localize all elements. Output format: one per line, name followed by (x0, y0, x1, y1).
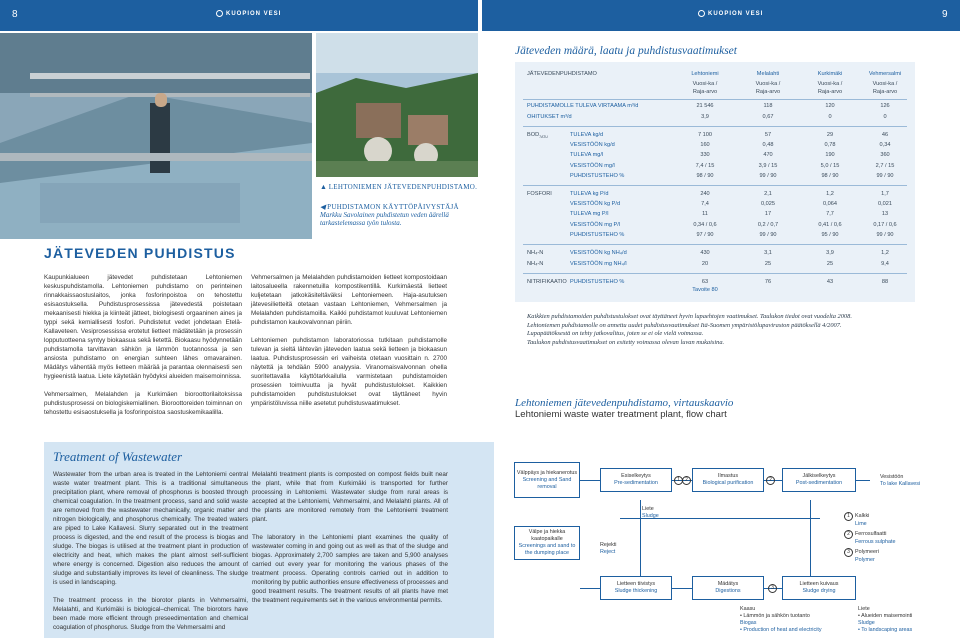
p-row-4-value-2: 95 / 90 (821, 231, 839, 238)
flow-row-label-0: PUHDISTAMOLLE TULEVA VIRTAAMA m³/d (527, 103, 639, 109)
bod-row-1-value-0: 160 (700, 142, 710, 149)
en-column-1 (53, 470, 248, 641)
bod-row-4-value-2: 98 / 90 (821, 172, 839, 179)
flow-box-postsedimentation (782, 468, 856, 492)
screening-en: Screening and Sand removal (522, 476, 572, 490)
fi-col2-para-1: Vehmersalmen ja Melalahden puhdistamoiden lietteet kompostoidaan laitosalueella rakennetuilla kompostikentillä. Kurkimäestä lietteet kuljetetaan jatkokäsiteltäväksi Lehtoniemeen. Haja-asutuksen jätevesilietteitä otetaan vastaan Lehtoniemen, Vehmersalmen ja Melalahden puhdistamoilla. Kaikki puhdistamot kuuluvat Lehtoniemen puhdistamon kaukovalvonnan piiriin. (251, 274, 447, 326)
p-row-0-value-0: 240 (700, 191, 710, 197)
unit-header-2-b: Raja-arvo (817, 89, 843, 95)
sluse-en: Sludge (858, 620, 875, 626)
bod-row-2-value-2: 190 (825, 152, 835, 159)
p-row-2-value-2: 7,7 (826, 211, 834, 218)
unit-header-1-b: Raja-arvo (755, 89, 781, 95)
n-row-1-value-0: 20 (701, 260, 709, 267)
sludge-fi: Liete (642, 506, 654, 512)
results-table (515, 62, 915, 302)
flow-row-1-value-3: 0 (883, 114, 887, 120)
sluse-items-fi: • Alueiden maisemointi (858, 613, 913, 619)
p-row-1-value-3: 0,021 (878, 201, 892, 208)
p-row-label-0: TULEVA kg P/d (570, 191, 609, 197)
digest-en: Digestions (715, 588, 741, 594)
bod-row-0-value-2: 29 (826, 132, 834, 138)
right-page-number: 9 (942, 9, 948, 20)
flow-row-1-value-2: 0 (828, 114, 832, 120)
bod-row-1-value-2: 0,78 (824, 142, 836, 149)
p-row-0-value-1: 2,1 (764, 191, 772, 197)
flow-gas-output (740, 606, 822, 634)
unit-header-3-b: Raja-arvo (872, 89, 898, 95)
reject-fi: Rejekti (600, 542, 617, 548)
flow-row-1-value-0: 3,9 (701, 114, 709, 120)
sludge-en: Sludge (642, 513, 659, 519)
bio-en: Biological purification (702, 480, 754, 486)
bod-row-4-value-1: 99 / 90 (759, 172, 777, 179)
table-notes (527, 313, 927, 347)
table-divider-p (523, 244, 907, 245)
plant-header-3: Vehmersalmi (868, 71, 902, 77)
screening-fi: Välppäys ja hiekanerotus (516, 469, 578, 476)
p-row-3-value-3: 0,17 / 0,6 (873, 221, 897, 228)
note-4: Taulukon puhdistusvaatimukset on esitetty voimassa olevan luvan mukaisina. (527, 338, 725, 346)
logo-icon (216, 10, 223, 17)
thick-fi: Lietteen tiivistys (616, 581, 656, 587)
p-row-2-value-1: 17 (764, 211, 772, 218)
flow-sludge-output (858, 606, 912, 634)
p-row-1-value-2: 0,064 (823, 201, 837, 208)
bod-row-4-value-3: 99 / 90 (876, 172, 894, 179)
bod-row-3-value-0: 7,4 / 15 (695, 162, 715, 169)
table-title: Jäteveden määrä, laatu ja puhdistusvaatimukset (515, 45, 737, 57)
flowchart-subtitle: Lehtoniemi waste water treatment plant, flow chart (515, 409, 727, 420)
chem-num-3: 3 (844, 548, 853, 557)
flow-box-thickening (600, 576, 672, 600)
reject-en: Reject (600, 549, 616, 555)
nitr-value-1: 76 (764, 279, 772, 285)
nitr-value-3: 88 (881, 279, 889, 285)
note-1: Kaikkien puhdistamoiden puhdistustulokset ovat täyttäneet hyvin lupaehtojen vaatimukset. Taulukon tiedot ovat vuodelta 2008. (527, 313, 852, 320)
fi-column-2 (251, 273, 447, 417)
chem-3-fi: Polymeeri (855, 549, 879, 555)
flow-row-0-value-1: 118 (763, 103, 773, 109)
gas-items-fi: • Lämmön ja sähkön tuotanto (740, 613, 810, 619)
left-page-number: 8 (12, 9, 18, 20)
nitr-value-2: 43 (826, 279, 834, 285)
dry-en: Sludge drying (802, 588, 836, 594)
flow-box-septic (514, 526, 580, 560)
bod-row-4-value-0: 98 / 90 (696, 172, 714, 179)
caption-plant: ▲ LEHTONIEMEN JÄTEVEDENPUHDISTAMO. (320, 183, 478, 191)
flow-sludge-label (642, 506, 659, 520)
logo-text: KUOPION VESI (708, 11, 764, 18)
bod-row-2-value-0: 330 (700, 152, 710, 159)
n-group-label-0: NH₄-N (527, 250, 544, 256)
bod-row-label-3: VESISTÖÖN mg/l (570, 162, 615, 169)
flow-row-1-value-1: 0,67 (762, 114, 774, 120)
bod-row-1-value-3: 0,34 (879, 142, 891, 149)
chem-marker-1: 1 (674, 476, 683, 485)
septic-fi: Välpe ja hiekka kaatopaikalle (528, 529, 566, 542)
unit-header-0-a: Vuosi-ka / (692, 81, 718, 87)
bod-row-0-value-1: 57 (764, 132, 772, 138)
bod-row-label-2: TULEVA mg/l (570, 152, 604, 159)
bod-group-label: $BOD_{7ATU}$ (527, 132, 548, 140)
p-row-label-4: PUHDISTUSTEHO % (570, 231, 625, 238)
outlet-en: To lake Kallavesi (880, 481, 921, 487)
chem-3-en: Polymer (855, 557, 875, 563)
nitr-value-0: 63 (701, 279, 709, 285)
unit-header-3-a: Vuosi-ka / (872, 81, 898, 87)
bod-row-label-4: PUHDISTUSTEHO % (570, 172, 625, 179)
unit-header-0-b: Raja-arvo (692, 89, 718, 95)
bod-row-label-0: TULEVA kg/d (570, 132, 604, 138)
plant-header-1: Melalahti (756, 71, 780, 77)
p-row-0-value-2: 1,2 (826, 191, 834, 197)
flow-box-digestion (692, 576, 764, 600)
post-fi: Jälkiselkeytys (802, 473, 836, 479)
plant-aerial-photo (316, 33, 478, 177)
bod-row-0-value-3: 46 (881, 132, 889, 138)
bod-row-label-1: VESISTÖÖN kg/d (570, 142, 615, 149)
p-row-2-value-0: 11 (702, 211, 708, 218)
chem-num-2: 2 (844, 530, 853, 539)
flow-box-screening (514, 462, 580, 498)
p-row-4-value-1: 99 / 90 (759, 231, 777, 238)
chem-1-en: Lime (855, 521, 867, 527)
p-row-3-value-2: 0,41 / 0,6 (818, 221, 842, 228)
caption-operator: ◀ PUHDISTAMON KÄYTTÖPÄIVYSTÄJÄ Markku Savolainen puhdistetun veden äärellä tarkastelemassa työn tulosta. (320, 203, 459, 227)
p-row-label-1: VESISTÖÖN kg P/d (570, 201, 621, 208)
bod-row-0-value-0: 7 100 (698, 132, 712, 138)
chem-marker-2: 2 (682, 476, 691, 485)
p-row-label-2: TULEVA mg P/l (570, 211, 609, 218)
pre-fi: Esiselkeytys (621, 473, 651, 479)
fi-column-1 (44, 273, 242, 426)
n-row-0-value-1: 3,1 (764, 250, 772, 256)
outlet-fi: Vesistöön (880, 474, 904, 480)
p-row-0-value-3: 1,7 (881, 191, 889, 197)
table-header-label: JÄTEVEDENPUHDISTAMO (527, 71, 597, 77)
pre-en: Pre-sedimentation (614, 480, 658, 486)
table-divider-header (523, 99, 907, 100)
nitr-target: Tavoite 80 (692, 287, 718, 293)
plant-header-0: Lehtoniemi (691, 71, 719, 77)
n-row-1-value-2: 25 (826, 260, 834, 267)
sluse-items-en: • To landscaping areas (858, 627, 913, 633)
sluse-fi: Liete (858, 606, 870, 612)
n-row-label-1: VESISTÖÖN mg NH₄/l (570, 260, 627, 267)
chem-1-fi: Kalkki (855, 513, 870, 519)
chem-marker-2b: 2 (766, 476, 775, 485)
english-heading: Treatment of Wastewater (53, 449, 183, 464)
digest-fi: Mädätys (717, 581, 739, 587)
flowchart-title: Lehtoniemen jätevedenpuhdistamo, virtauskaavio (515, 397, 734, 409)
septic-en: Screenings and sand to the dumping place (518, 543, 576, 556)
flow-row-0-value-3: 126 (880, 103, 890, 109)
gas-en: Biogas (740, 620, 757, 626)
post-en: Post-sedimentation (795, 480, 843, 486)
chem-legend-1 (844, 512, 895, 528)
bod-row-2-value-3: 360 (880, 152, 890, 159)
right-logo (698, 10, 763, 17)
table-divider-bod (523, 185, 907, 186)
n-row-1-value-1: 25 (764, 260, 772, 267)
nitr-row-label: PUHDISTUSTEHO % (570, 279, 625, 285)
en-col1-para-1: Wastewater from the urban area is treated in the Lehtoniemi central waste water treatment plant. This is a traditional simultaneous precipitation plant, where removal of phosphorus is boosted through chemical coagulation. In the treatment process, sand and solid waste are removed from the wastewater mechanically, organic matter and nitrogen biologically, and phosphorus chemically. The treated waters are piped to Lake Kallavesi. Slurry separated out in the treatment process is digested, and the end result of the process is biogas and sludge. The biogas is utilised at the treatment plant in production of electricity and heat, which makes the plant almost self-sufficient where energy is concerned. Digestion also reduces the amount of sludge and substantially improves its level of cleanliness. The sludge is used in landscaping. (53, 471, 248, 586)
p-row-label-3: VESISTÖÖN mg P/l (570, 221, 621, 228)
p-row-4-value-3: 99 / 90 (876, 231, 894, 238)
flow-row-0-value-0: 21 546 (696, 103, 714, 109)
unit-header-1-a: Vuosi-ka / (755, 81, 781, 87)
n-group-label-1: NH₄-N (527, 260, 544, 267)
bod-row-1-value-1: 0,48 (762, 142, 774, 149)
bod-row-3-value-1: 3,9 / 15 (758, 162, 778, 169)
p-row-1-value-1: 0,025 (761, 201, 775, 208)
flow-outlet (880, 474, 920, 488)
treatment-plant-photo (0, 33, 312, 239)
dry-fi: Lietteen kuivaus (799, 581, 839, 587)
p-group-label: FOSFORI (527, 191, 552, 197)
p-row-3-value-0: 0,34 / 0,6 (693, 221, 717, 228)
bod-row-2-value-1: 470 (763, 152, 773, 159)
chem-legend-2 (844, 530, 895, 546)
caption-operator-title: PUHDISTAMON KÄYTTÖPÄIVYSTÄJÄ (327, 203, 459, 211)
en-col2-para-1: Melalahti treatment plants is composted on compost fields built near the plant, while that from Kurkimäki is transported for further processing in Lehtoniemi. Wastewater sludge from rural areas is accepted at the Lehtoniemi, Vehmersalmi, and Melalahti plants. All of the plants are monitored remotely from the Lehtoniemi treatment plant. (252, 471, 448, 523)
unit-header-2-a: Vuosi-ka / (817, 81, 843, 87)
logo-text: KUOPION VESI (226, 11, 282, 18)
n-row-0-value-3: 1,2 (881, 250, 889, 256)
table-divider-n (523, 273, 907, 274)
gas-fi: Kaasu (740, 606, 756, 612)
section-heading: JÄTEVEDEN PUHDISTUS (44, 245, 236, 261)
left-logo (216, 10, 281, 17)
en-column-2 (252, 470, 448, 614)
caption-plant-text: LEHTONIEMEN JÄTEVEDENPUHDISTAMO. (328, 183, 478, 191)
flow-box-drying (782, 576, 856, 600)
flow-box-presedimentation (600, 468, 672, 492)
fi-col1-para-2: Vehmersalmen, Melalahden ja Kurkimäen bioroottorilaitoksissa puhdistusprosessi on biologiskemiallinen. Bioroottoreiden toiminnan on tehostettu esisaostuksella ja fosforinpoistoa saostuskemikaalilla. (44, 391, 242, 416)
chem-marker-3: 3 (768, 584, 777, 593)
logo-icon (698, 10, 705, 17)
chem-num-1: 1 (844, 512, 853, 521)
caption-operator-text: Markku Savolainen puhdistetun veden äärellä tarkastelemassa työn tulosta. (320, 211, 449, 227)
thick-en: Sludge thickening (614, 588, 658, 594)
n-row-1-value-3: 9,4 (881, 260, 889, 267)
note-3: Lupapäätöksestä on tehty jatkovalitus, joten se ei ole vielä voimassa. (527, 330, 704, 337)
bio-fi: Ilmastus (717, 473, 739, 479)
p-row-3-value-1: 0,2 / 0,7 (757, 221, 779, 228)
flow-line-v2 (810, 500, 811, 580)
gas-items-en: • Production of heat and electricity (740, 627, 822, 633)
note-2: Lehtoniemen puhdistamolle on annettu uudet puhdistusvaatimukset Itä-Suomen ympäristölupaviraston päätöksellä 4/2007. (527, 321, 842, 329)
bod-row-3-value-3: 2,7 / 15 (875, 162, 895, 169)
n-row-0-value-0: 430 (700, 250, 710, 256)
chem-legend-3 (844, 548, 895, 564)
en-col1-para-2: The treatment process in the biorotor plants in Vehmersalmi, Melalahti, and Kurkimäki is biological–chemical. The biorotors have been made more efficient through preseedimentation and chemical coagulation of phosphorus. Sludge from the Vehmersalmi and (53, 597, 248, 631)
fi-col2-para-2: Lehtoniemen puhdistamon laboratoriossa tutkitaan puhdistamolle tulevan ja sieltä lähtevän jäteveden laatua sekä lietteen ja biokaasun laatua. Puhdistusprosessin eri vaiheista otetaan vuosittain n. 2700 näytettä ja tehdään 5900 analyysia. Viranomaisvalvonnan ohella suoritettavalla käyttötarkkailulla varmistetaan puhdistamoiden prosessien toimivuutta ja hyvät puhdistustulokset. Kaikkien puhdistamoiden puhdistustulokset ovat täyttäneet hyvin ympäristöluvissa niille asetetut puhdistusvaatimukset. (251, 337, 447, 407)
table-divider-flow (523, 126, 907, 127)
chem-legend (844, 512, 895, 564)
chem-2-en: Ferrous sulphate (855, 539, 896, 545)
p-row-4-value-0: 97 / 90 (696, 231, 714, 238)
chem-2-fi: Ferrosulfaatti (855, 531, 887, 537)
p-row-2-value-3: 13 (881, 211, 889, 218)
flow-line-v1 (640, 500, 641, 580)
n-row-0-value-2: 3,9 (826, 250, 834, 256)
flow-reject-label (600, 542, 616, 556)
flow-row-label-1: OHITUKSET m³/d (527, 114, 572, 120)
p-row-1-value-0: 7,4 (701, 201, 709, 208)
fi-col1-para-1: Kaupunkialueen jätevedet puhdistetaan Lehtoniemen keskuspuhdistamolla. Lehtoniemen puhdistamo on perinteinen rinnakkaissaostuslaitos, jonka fosforinpoistoa on tehostettu esisaostuksella. Puhdistusprosessissa jätevedestä poistetaan mekaanisesti hiekka ja kiinteät jätteet, biologisesti orgaaninen aines ja typpi sekä kemiallisesti fosfori. Puhdistetut vedet johdetaan Etelä-Kallaveteen. Vesiprosessissa erotetut lietteet mädätetään ja prosessin lopputuotteena syntyy biokaasua sekä lietettä. Biokaasu hyödynnetään puhdistamolla tarvittavan sähkön ja lämmön tuotannossa ja sen ansiosta puhdistamo on energian suhteen lähes omavarainen. Mädätys vähentää myös lietteen määrää ja parantaa olennaisesti sen hygieenistä laatua. Liete käytetään hyödyksi alueiden maisemoinnissa. (44, 274, 242, 380)
flow-box-aeration (692, 468, 764, 492)
n-row-label-0: VESISTÖÖN kg NH₄/d (570, 250, 627, 256)
en-col2-para-2: The laboratory in the Lehtoniemi plant examines the quality of wastewater coming in and going out as well as that of the sludge and biogas. Approximately 2,700 samples are taken and 5,900 analyses carried out every year for monitoring the various phases of the treatment process. Operating controls carried out in addition to monitoring by public authorities ensure effectiveness of processes and good treatment results. The treatment results of all plants have met the treatment requirements set in the various environmental permits. (252, 534, 448, 604)
nitr-group-label: NITRIFIKAATIO (527, 279, 567, 285)
english-summary-box (44, 442, 494, 638)
flow-row-0-value-2: 120 (825, 103, 835, 109)
plant-header-2: Kurkimäki (817, 71, 843, 77)
bod-row-3-value-2: 5,0 / 15 (820, 162, 840, 169)
